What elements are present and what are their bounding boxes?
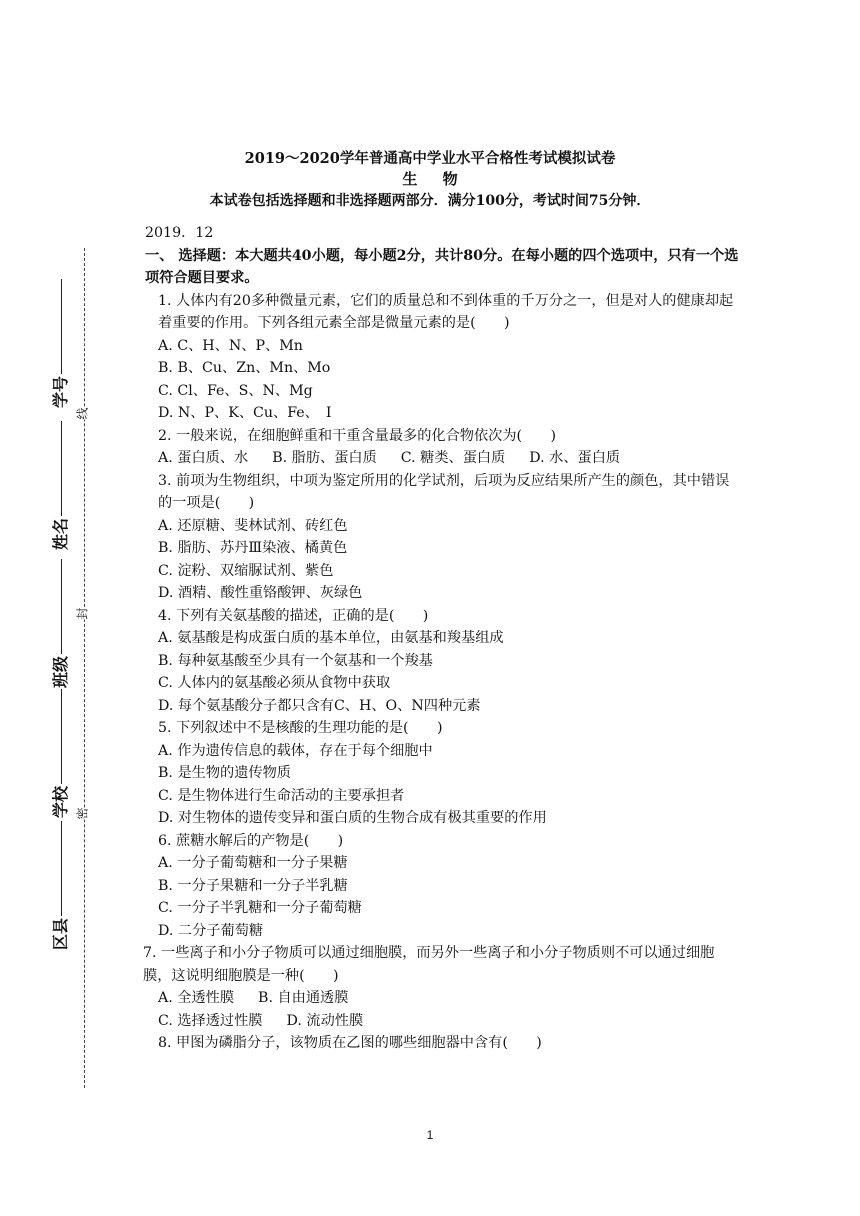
question-2-option-b: B. 脂肪、蛋白质 [272,450,377,466]
question-1-option-c: C. Cl、Fe、S、N、Mg [158,382,313,399]
binding-dashed-line [84,248,85,1088]
question-3-option-d: D. 酒精、酸性重铬酸钾、灰绿色 [158,585,363,601]
question-2-option-a: A. 蛋白质、水 [158,450,249,466]
question-4-option-b: B. 每种氨基酸至少具有一个氨基和一个羧基 [158,652,433,669]
question-2-option-c: C. 糖类、蛋白质 [400,450,506,466]
question-7-option-b: B. 自由通透膜 [258,990,349,1006]
question-7-options-row-2 [128,1010,740,1033]
student-id-blank[interactable] [61,279,62,374]
exam-body [128,222,740,1055]
question-3-option-b: B. 脂肪、苏丹Ⅲ染液、橘黄色 [158,540,348,556]
question-5-option-d: D. 对生物体的遗传变异和蛋白质的生物合成有极其重要的作用 [158,810,547,826]
seal-mark-xian: 线 [72,407,93,419]
question-5-option-b: B. 是生物的遗传物质 [158,765,291,781]
question-1-option-a: A. C、H、N、P、Mn [158,337,303,354]
field-district: 区县 [48,821,71,950]
exam-subject: 生 物 [402,170,468,188]
question-4-option-c: C. 人体内的氨基酸必须从食物中获取 [158,675,391,691]
question-1-option-d: D. N、P、K、Cu、Fe、 I [158,405,332,421]
question-3-option-a: A. 还原糖、斐林试剂、砖红色 [158,517,348,534]
question-7-stem: 7. 一些离子和小分子物质可以通过细胞膜，而另外一些离子和小分子物质则不可以通过细胞膜，这说明细胞膜是一种( ) [143,945,715,984]
page-number: 1 [426,1128,434,1142]
binding-margin [40,248,100,1088]
exam-date: 2019．12 [145,225,214,241]
class-blank[interactable] [61,559,62,654]
question-7-option-d: D. 流动性膜 [286,1012,364,1029]
seal-mark-feng: 封 [72,607,93,619]
question-6-option-b: B. 一分子果糖和一分子半乳糖 [158,877,348,894]
question-2-options [128,447,740,470]
question-3-stem: 3. 前项为生物组织，中项为鉴定所用的化学试剂，后项为反应结果所产生的颜色，其中错误的一项是( ) [158,472,730,511]
question-6-option-c: C. 一分子半乳糖和一分子葡萄糖 [158,900,362,916]
question-1-stem: 1. 人体内有20多种微量元素，它们的质量总和不到体重的千万分之一，但是对人的健康却起着重要的作用。下列各组元素全部是微量元素的是( ) [158,292,734,331]
name-blank[interactable] [61,421,62,516]
question-8-stem: 8. 甲图为磷脂分子，该物质在乙图的哪些细胞器中含有( ) [158,1035,542,1051]
field-school: 学校 [48,689,71,818]
field-name: 姓名 [48,421,71,550]
question-4-option-a: A. 氨基酸是构成蛋白质的基本单位，由氨基和羧基组成 [158,630,504,646]
question-5-stem: 5. 下列叙述中不是核酸的生理功能的是( ) [158,720,443,736]
question-2-stem: 2. 一般来说，在细胞鲜重和干重含量最多的化合物依次为( ) [158,427,556,444]
question-6-stem: 6. 蔗糖水解后的产物是( ) [158,832,344,849]
school-blank[interactable] [61,689,62,784]
district-blank[interactable] [61,821,62,916]
question-6-option-a: A. 一分子葡萄糖和一分子果糖 [158,855,348,871]
question-4-stem: 4. 下列有关氨基酸的描述，正确的是( ) [158,607,429,624]
exam-header [0,150,860,212]
question-2-option-d: D. 水、蛋白质 [529,450,621,466]
exam-intro: 本试卷包括选择题和非选择题两部分．满分100分，考试时间75分钟． [209,193,651,209]
seal-mark-mi: 密 [72,807,93,819]
field-class: 班级 [48,559,71,688]
question-6-option-d: D. 二分子葡萄糖 [158,922,264,939]
question-1-option-b: B. B、Cu、Zn、Mn、Mo [158,360,331,376]
question-7-option-c: C. 选择透过性膜 [158,1012,263,1029]
section-heading: 一、 选择题：本大题共40小题，每小题2分，共计80分。在每小题的四个选项中，只有一个选项符合题目要求。 [145,247,739,286]
question-5-option-a: A. 作为遗传信息的载体，存在于每个细胞中 [158,742,433,759]
question-7-option-a: A. 全透性膜 [158,990,235,1006]
field-student-id: 学号 [48,279,71,408]
question-7-options-row-1 [128,987,740,1010]
question-3-option-c: C. 淀粉、双缩脲试剂、紫色 [158,562,334,579]
question-5-option-c: C. 是生物体进行生命活动的主要承担者 [158,787,405,804]
exam-title: 2019～2020学年普通高中学业水平合格性考试模拟试卷 [244,150,616,167]
question-4-option-d: D. 每个氨基酸分子都只含有C、H、O、N四种元素 [158,697,481,714]
